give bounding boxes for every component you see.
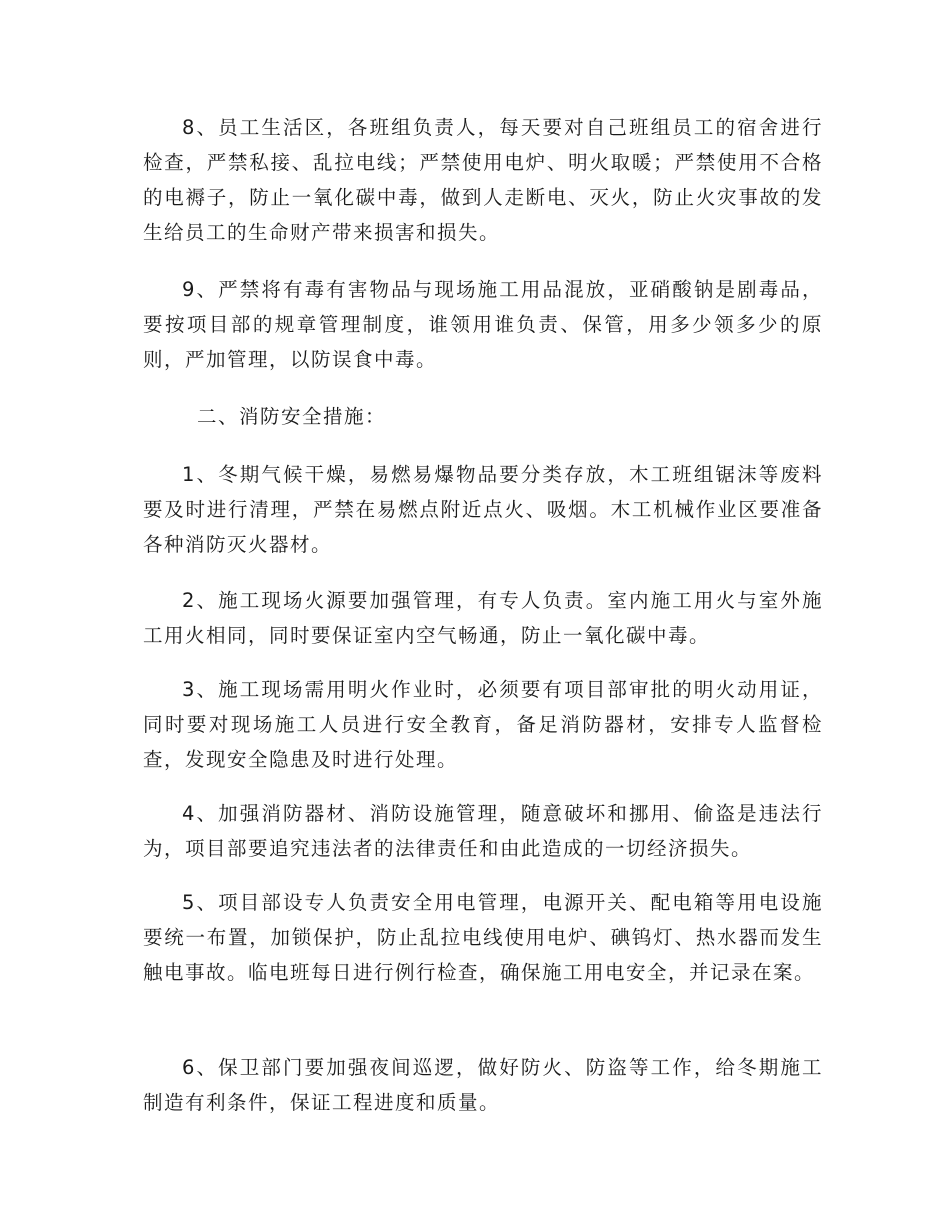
paragraph-fire-4: 4、加强消防器材、消防设施管理，随意破坏和挪用、偷盗是违法行为，项目部要追究违法者的法律责任和由此造成的一切经济损失。 (143, 802, 823, 860)
paragraph-8: 8、员工生活区，各班组负责人，每天要对自己班组员工的宿舍进行检查，严禁私接、乱拉电线；严禁使用电炉、明火取暖；严禁使用不合格的电褥子，防止一氧化碳中毒，做到人走断电、灭火，防止火灾事故的发生给员工的生命财产带来损害和损失。 (143, 116, 823, 244)
paragraph-fire-1: 1、冬期气候干燥，易燃易爆物品要分类存放，木工班组锯沫等废料要及时进行清理，严禁在易燃点附近点火、吸烟。木工机械作业区要准备各种消防灭火器材。 (143, 463, 823, 556)
paragraph-fire-5: 5、项目部设专人负责安全用电管理，电源开关、配电箱等用电设施要统一布置，加锁保护，防止乱拉电线使用电炉、碘钨灯、热水器而发生触电事故。临电班每日进行例行检查，确保施工用电安全，并记录在案。 (143, 891, 823, 984)
paragraph-fire-2: 2、施工现场火源要加强管理，有专人负责。室内施工用火与室外施工用火相同，同时要保证室内空气畅通，防止一氧化碳中毒。 (143, 589, 823, 647)
paragraph-fire-6: 6、保卫部门要加强夜间巡逻，做好防火、防盗等工作，给冬期施工制造有利条件，保证工程进度和质量。 (143, 1056, 823, 1114)
paragraph-fire-3: 3、施工现场需用明火作业时，必须要有项目部审批的明火动用证，同时要对现场施工人员进行安全教育，备足消防器材，安排专人监督检查，发现安全隐患及时进行处理。 (143, 678, 823, 771)
section-heading-fire-safety: 二、消防安全措施： (197, 405, 387, 428)
paragraph-9: 9、严禁将有毒有害物品与现场施工用品混放，亚硝酸钠是剧毒品，要按项目部的规章管理制度，谁领用谁负责、保管，用多少领多少的原则，严加管理，以防误食中毒。 (143, 278, 823, 371)
